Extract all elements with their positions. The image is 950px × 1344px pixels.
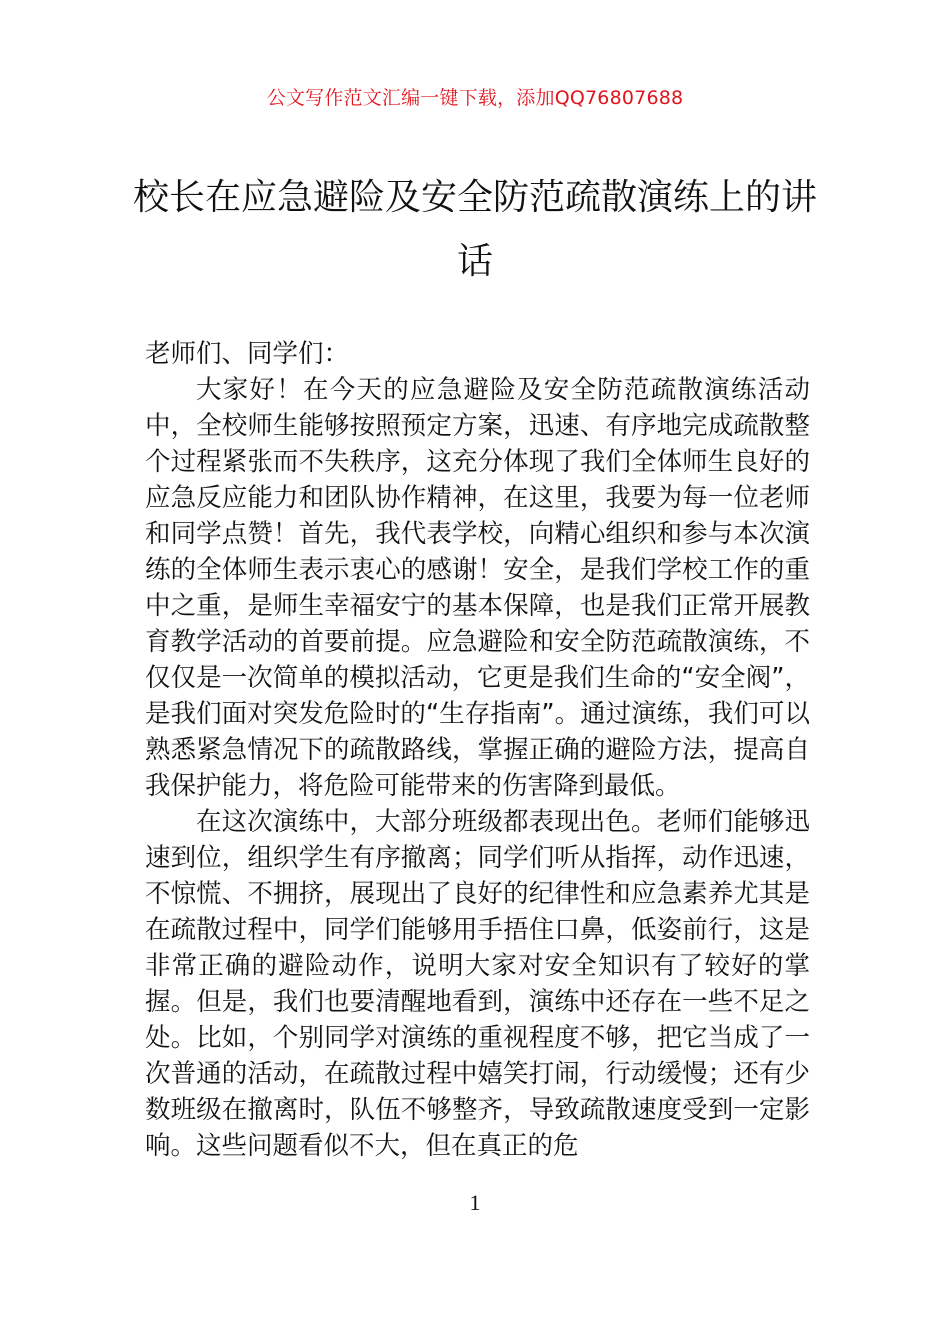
header-download-note: 公文写作范文汇编一键下载，添加QQ76807688 — [266, 87, 684, 109]
document-body — [145, 336, 810, 1164]
paragraph: 在这次演练中，大部分班级都表现出色。老师们能够迅速到位，组织学生有序撤离；同学们听从指挥，动作迅速，不惊慌、不拥挤，展现出了良好的纪律性和应急素养尤其是在疏散过程中，同学们能够用手捂住口鼻，低姿前行，这是非常正确的避险动作，说明大家对安全知识有了较好的掌握。但是，我们也要清醒地看到，演练中还存在一些不足之处。比如，个别同学对演练的重视程度不够，把它当成了一次普通的活动，在疏散过程中嬉笑打闹，行动缓慢；还有少数班级在撤离时，队伍不够整齐，导致疏散速度受到一定影响。这些问题看似不大，但在真正的危 — [145, 807, 810, 1161]
paragraph: 大家好！在今天的应急避险及安全防范疏散演练活动中，全校师生能够按照预定方案，迅速、有序地完成疏散整个过程紧张而不失秩序，这充分体现了我们全体师生良好的应急反应能力和团队协作精神，在这里，我要为每一位老师和同学点赞！首先，我代表学校，向精心组织和参与本次演练的全体师生表示衷心的感谢！安全，是我们学校工作的重中之重，是师生幸福安宁的基本保障，也是我们正常开展教育教学活动的首要前提。应急避险和安全防范疏散演练，不仅仅是一次简单的模拟活动，它更是我们生命的“安全阀”，是我们面对突发危险时的“生存指南”。通过演练，我们可以熟悉紧急情况下的疏散路线，掌握正确的避险方法，提高自我保护能力，将危险可能带来的伤害降到最低。 — [145, 375, 810, 801]
salutation: 老师们、同学们： — [145, 339, 350, 369]
page-title: 校长在应急避险及安全防范疏散演练上的讲话 — [132, 177, 817, 282]
page-number: 1 — [469, 1190, 481, 1215]
